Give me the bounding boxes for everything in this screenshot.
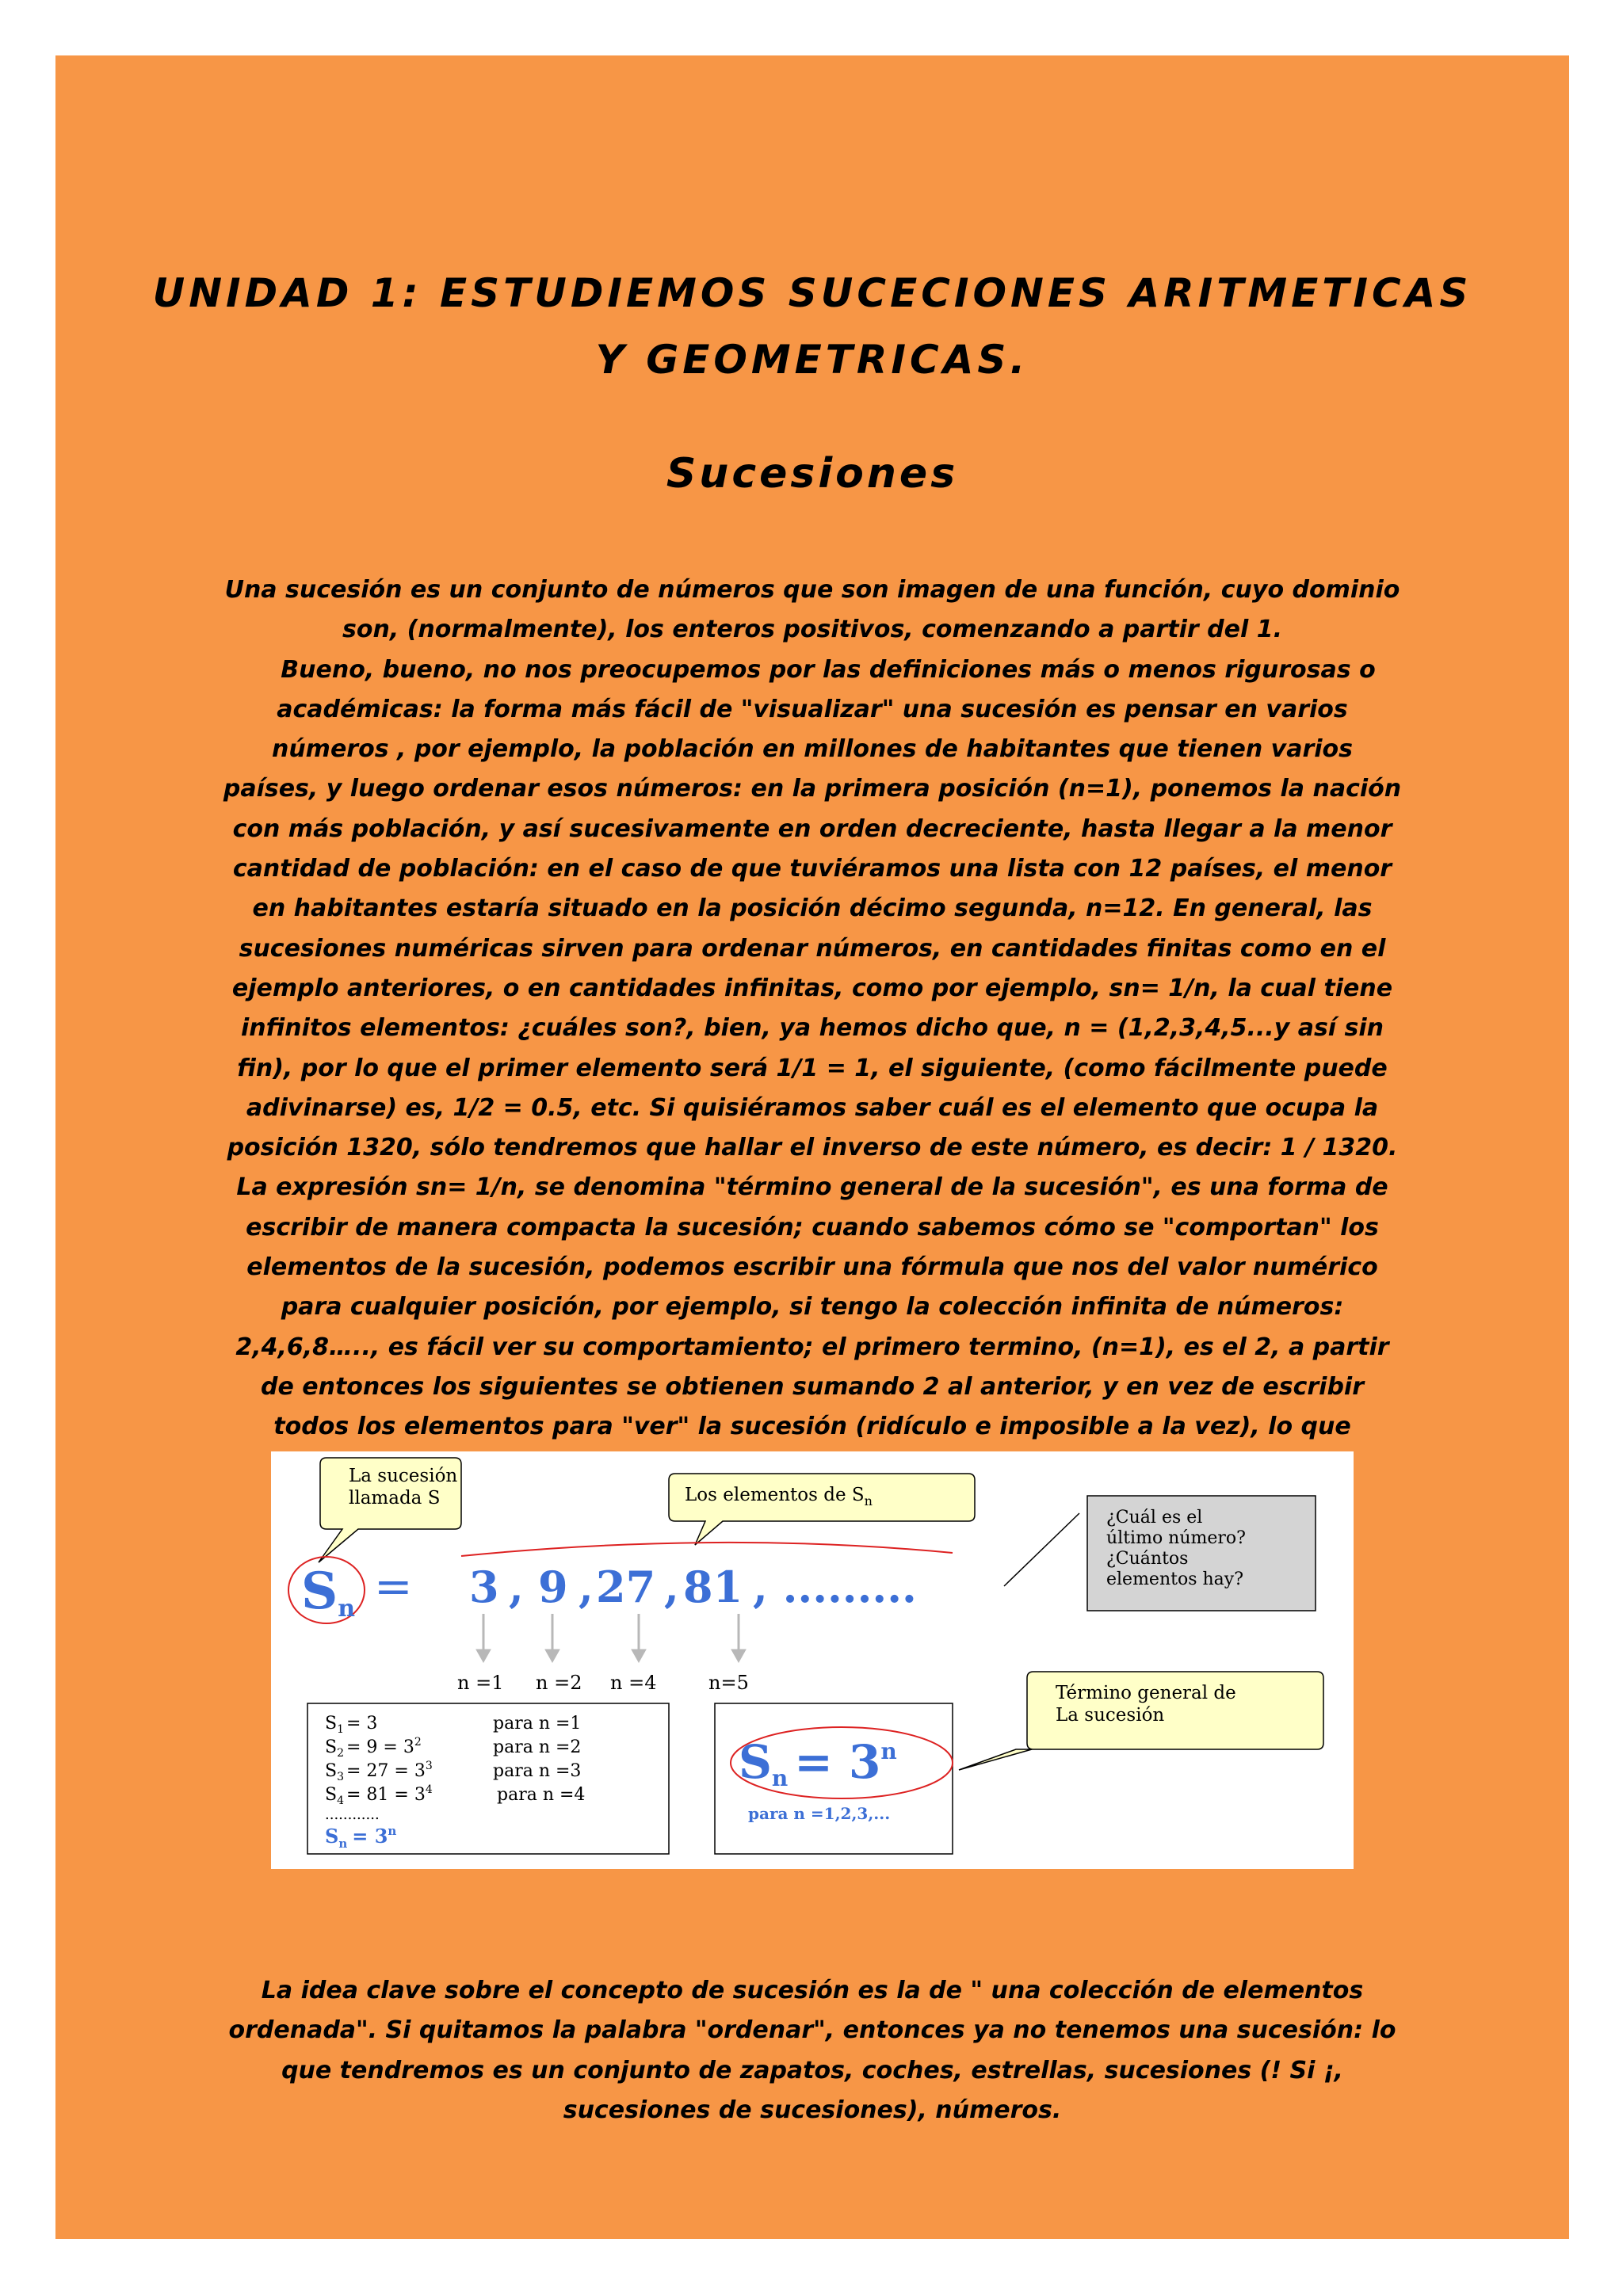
callout-general-line-1: Término general de <box>1056 1683 1236 1703</box>
sequence-value-4: 81 <box>683 1562 743 1612</box>
index-label-3: n =4 <box>610 1672 657 1694</box>
index-label-2: n =2 <box>536 1672 582 1694</box>
sequence-value-2: 9 <box>538 1562 568 1612</box>
terms-ellipsis: ............ <box>325 1806 380 1823</box>
index-label-4: n=5 <box>708 1672 749 1694</box>
general-term-formula: $Sn = 3^n$ <box>739 1735 897 1791</box>
elements-brace <box>461 1543 953 1556</box>
sequence-figure <box>271 1451 1354 1869</box>
term-row-2: $S_2 = 9 = 3^2$ <box>325 1736 422 1760</box>
intro-paragraph-1: Una sucesión es un conjunto de números que son imagen de una función, cuyo dominio son, (normalmente), los enteros positivos, comenzando a partir del 1. <box>224 576 1400 644</box>
intro-text <box>222 570 1403 1487</box>
terms-formula: $S_n = 3^n$ <box>325 1824 397 1851</box>
title-line-2: Y GEOMETRICAS. <box>595 337 1029 383</box>
conclusion-paragraph: La idea clave sobre el concepto de sucesión es la de " una colección de elementos ordenada". Si quitamos la palabra "ordenar", entonces ya no tenemos una sucesión: lo que tendremos es un conjunto de zapatos, coches, estrellas, sucesiones (! Si ¡, sucesiones de sucesiones), números. <box>228 1977 1396 2124</box>
term-label-3: para n =3 <box>493 1761 582 1781</box>
question-line-2: último número? <box>1106 1528 1246 1548</box>
general-term-range: para n =1,2,3,... <box>748 1804 891 1823</box>
callout-name-line-2: llamada S <box>349 1488 441 1508</box>
sequence-comma-1: , <box>509 1562 524 1612</box>
document-title <box>55 260 1569 393</box>
sequence-comma-2: , <box>579 1562 594 1612</box>
term-label-2: para n =2 <box>493 1737 582 1757</box>
term-label-4: para n =4 <box>497 1785 586 1805</box>
question-line-4: elementos hay? <box>1106 1569 1244 1589</box>
sequence-symbol: Sn <box>301 1562 356 1623</box>
index-label-1: n =1 <box>457 1672 504 1694</box>
question-line-1: ¿Cuál es el <box>1106 1508 1203 1527</box>
callout-general-line-2: La sucesión <box>1056 1705 1165 1726</box>
question-pointer-line <box>1004 1513 1079 1586</box>
document-page <box>55 55 1569 2239</box>
sequence-comma-3: , <box>664 1562 679 1612</box>
sequence-value-1: 3 <box>469 1562 499 1612</box>
sequence-ellipsis: , ......... <box>753 1562 917 1612</box>
term-row-3: $S_3 = 27 = 3^3$ <box>325 1760 433 1783</box>
sequence-diagram <box>271 1451 1354 1869</box>
term-label-1: para n =1 <box>493 1714 582 1733</box>
intro-paragraph-2: Bueno, bueno, no nos preocupemos por las definiciones más o menos rigurosas o académicas: la forma más fácil de "visualizar" una sucesión es pensar en varios números , por ejemplo, la población en millones de habitantes que tienen varios países, y luego ordenar esos números: en la primera posición (n=1), ponemos la nación con más población, y así sucesivamente en orden decreciente, hasta llegar a la menor cantidad de población: en el caso de que tuviéramos una lista con 12 países, el menor en habitantes estaría situado en la posición décimo segunda, n=12. En general, las sucesiones numéricas sirven para ordenar números, en cantidades finitas como en el ejemplo anteriores, o en cantidades infinitas, como por ejemplo, sn= 1/n, la cual tiene infinitos elementos: ¿cuáles son?, bien, ya hemos dicho que, n = (1,2,3,4,5...y así sin fin), por lo que el primer elemento será 1/1 = 1, el siguiente, (como fácilmente puede adivinarse) es, 1/2 = 0.5, etc. Si quisiéramos saber cuál es el elemento que ocupa la posición 1320, sólo tendremos que hallar el inverso de este número, es decir: 1 / 1320. La expresión sn= 1/n, se denomina "término general de la sucesión", es una forma de escribir de manera compacta la sucesión; cuando sabemos cómo se "comportan" los elementos de la sucesión, podemos escribir una fórmula que nos del valor numérico para cualquier posición, por ejemplo, si tengo la colección infinita de números: 2,4,6,8….., es fácil ver su comportamiento; el primero termino, (n=1), es el 2, a partir de entonces los siguientes se obtienen sumando 2 al anterior, y en vez de escribir todos los elementos para "ver" la sucesión (ridículo e imposible a la vez), lo que <box>223 655 1402 1441</box>
term-row-4: $S_4 = 81 = 3^4$ <box>325 1783 433 1807</box>
index-arrows <box>476 1614 746 1662</box>
question-line-3: ¿Cuántos <box>1106 1549 1189 1569</box>
sequence-equals: = <box>374 1559 413 1613</box>
sequence-value-3: 27 <box>596 1562 656 1612</box>
callout-elements-text: Los elementos de $S_n$ <box>685 1485 873 1508</box>
term-row-1: $S_1 = 3$ <box>325 1714 378 1736</box>
title-line-1: UNIDAD 1: ESTUDIEMOS SUCECIONES ARITMETICAS <box>152 270 1472 316</box>
callout-name-line-1: La sucesión <box>349 1466 458 1486</box>
section-heading: Sucesiones <box>666 450 959 498</box>
